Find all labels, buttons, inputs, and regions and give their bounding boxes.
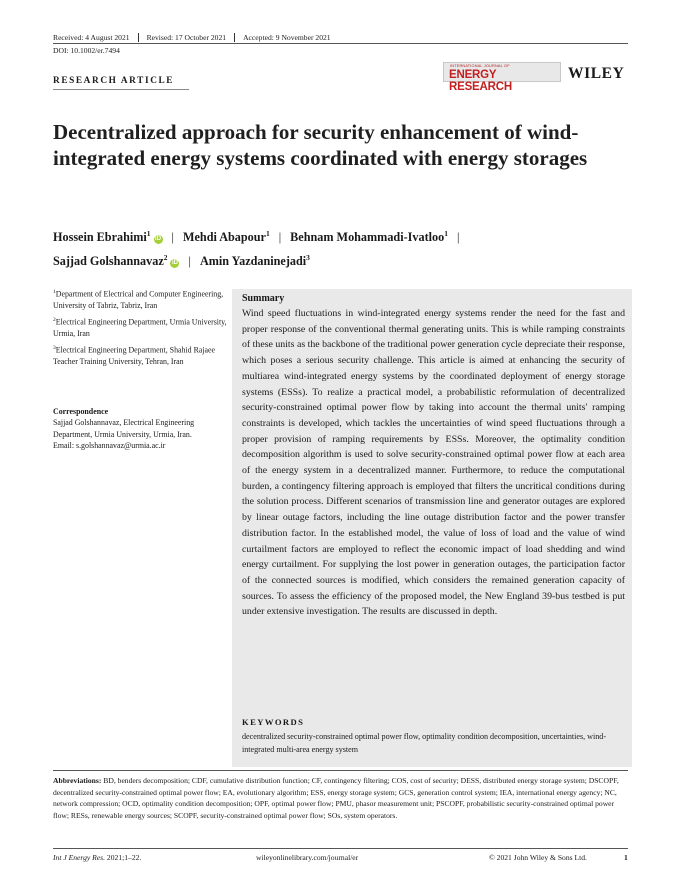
journal-logo-title: ENERGY RESEARCH — [449, 69, 512, 93]
revised-date: Revised: 17 October 2021 — [146, 33, 227, 42]
accepted-date: Accepted: 9 November 2021 — [243, 33, 331, 42]
article-type-underline — [53, 89, 189, 90]
correspondence — [53, 406, 231, 451]
affiliation: $^3$Electrical Engineering Department, Shahid Rajaee Teacher Training University, Tehran, Iran — [53, 345, 216, 367]
abbreviations-label: Abbreviations: — [53, 776, 102, 785]
abbreviations — [53, 775, 629, 822]
author-separator: | — [188, 253, 191, 268]
copyright: © 2021 John Wiley & Sons Ltd. — [489, 853, 587, 862]
correspondence-heading: Correspondence — [53, 407, 109, 416]
footer-rule — [53, 848, 628, 849]
received-date: Received: 4 August 2021 — [53, 33, 130, 42]
affiliation: $^1$Department of Electrical and Computer Engineering, University of Tabriz, Tabriz, Iran — [53, 289, 224, 310]
paper-title: Decentralized approach for security enhancement of wind-integrated energy systems coordinated with energy storages — [53, 120, 588, 170]
publisher-logo: WILEY — [568, 65, 625, 82]
date-divider — [234, 33, 235, 42]
header-rule — [53, 43, 628, 44]
journal-url[interactable]: wileyonlinelibrary.com/journal/er — [256, 853, 359, 862]
author-separator: | — [456, 230, 460, 245]
author[interactable]: Mehdi Abapour$^1$ — [183, 229, 270, 245]
author-separator: | — [278, 230, 282, 245]
author-separator: | — [171, 230, 174, 245]
author[interactable]: Sajjad Golshannavaz$^2$ — [53, 252, 168, 268]
author[interactable]: Amin Yazdaninejadi$^3$ — [199, 252, 310, 268]
orcid-icon[interactable]: iD — [155, 236, 162, 243]
orcid-icon[interactable]: iD — [171, 259, 178, 266]
abbreviations-text: BD, benders decomposition; CDF, cumulative distribution function; CF, contingency filtering; COS, cost of security; DESS, distributed energy storage system; DSCOPF, decentralized security-constrained optimal power flow; EA, evolutionary algorithm; ESS, energy storage system; GCS, generation control system; IEA, international energy agency; NC, network compression; OCD, optimality condition decomposition; OPF, optimal power flow; PMU, phasor measurement unit; PSCOPF, probabilistic security-constrained optimal power flow; RESs, renewable energy sources; SCOPF, security-constrained optimal power flow; SOs, system operators. — [53, 776, 619, 821]
keywords-heading: KEYWORDS — [242, 717, 305, 727]
author[interactable]: Hossein Ebrahimi$^1$ — [53, 229, 151, 245]
citation: Int J Energy Res. 2021;1–22. — [53, 853, 142, 862]
keywords-text: decentralized security-constrained optimal power flow, optimality condition decomposition, uncertainties, wind-integrated multi-area energy system — [242, 732, 607, 754]
author[interactable]: Behnam Mohammadi-Ivatloo$^1$ — [290, 229, 448, 245]
journal-logo-subtitle: INTERNATIONAL JOURNAL OF — [450, 64, 510, 68]
doi[interactable]: DOI: 10.1002/er.7494 — [53, 46, 120, 55]
article-type: RESEARCH ARTICLE — [53, 76, 175, 86]
article-dates — [53, 33, 331, 42]
affiliation: $^2$Electrical Engineering Department, Urmia University, Urmia, Iran — [53, 317, 227, 339]
summary-heading: Summary — [242, 293, 285, 304]
correspondence-email[interactable]: Email: s.golshannavaz@urmia.ac.ir — [53, 440, 166, 450]
date-divider — [138, 33, 139, 42]
author-list — [53, 224, 633, 271]
abbreviations-rule — [53, 770, 628, 771]
summary-text: Wind speed fluctuations in wind-integrated energy systems render the need for the fast and proper response of the conventional thermal generating units. This is while ramping constraints of these units as the backbone of the traditional power generation cycle depreciate their response, which poses a serious security challenge. This article is aimed at enhancing the security of multiarea wind-integrated energy systems by the coordinated deployment of energy storage systems (ESSs). To realize a practical model, a probabilistic reformulation of decentralized security-constrained optimal power flow by taking into account the thermal units' ramping constraints is developed, which tackles the uncertainties of wind speed fluctuations through a proper provision of ramping requirements by ESSs. Moreover, the optimality condition decomposition algorithm is used to solve security-constrained optimal power flow at each area of the energy system in a decentralized manner. Furthermore, to reduce the computational burden, a contingency filtering approach is employed that filters the uncritical conditions during the solution process. Different scenarios of transmission line and generator outages are explored by linear outage factors, including the line outage distribution factor and the power transfer distribution factor. In the established model, the value of loss of load and the value of wind curtailment factors are employed to reflect the economic impact of load shedding and wind energy curtailment. For supplying the lost power in generation outages, the participation factor of the connected sources is modified, which considers the remained generation capacity of sources. To assess the efficiency of the proposed model, the New England 39-bus testbed is put under extensive investigation. The results are discussed in depth. — [242, 308, 625, 618]
journal-logo — [443, 62, 561, 93]
correspondence-text: Sajjad Golshannavaz, Electrical Engineering Department, Urmia University, Urmia, Iran. — [53, 418, 195, 439]
affiliations — [53, 287, 228, 372]
page-number: 1 — [624, 853, 628, 862]
